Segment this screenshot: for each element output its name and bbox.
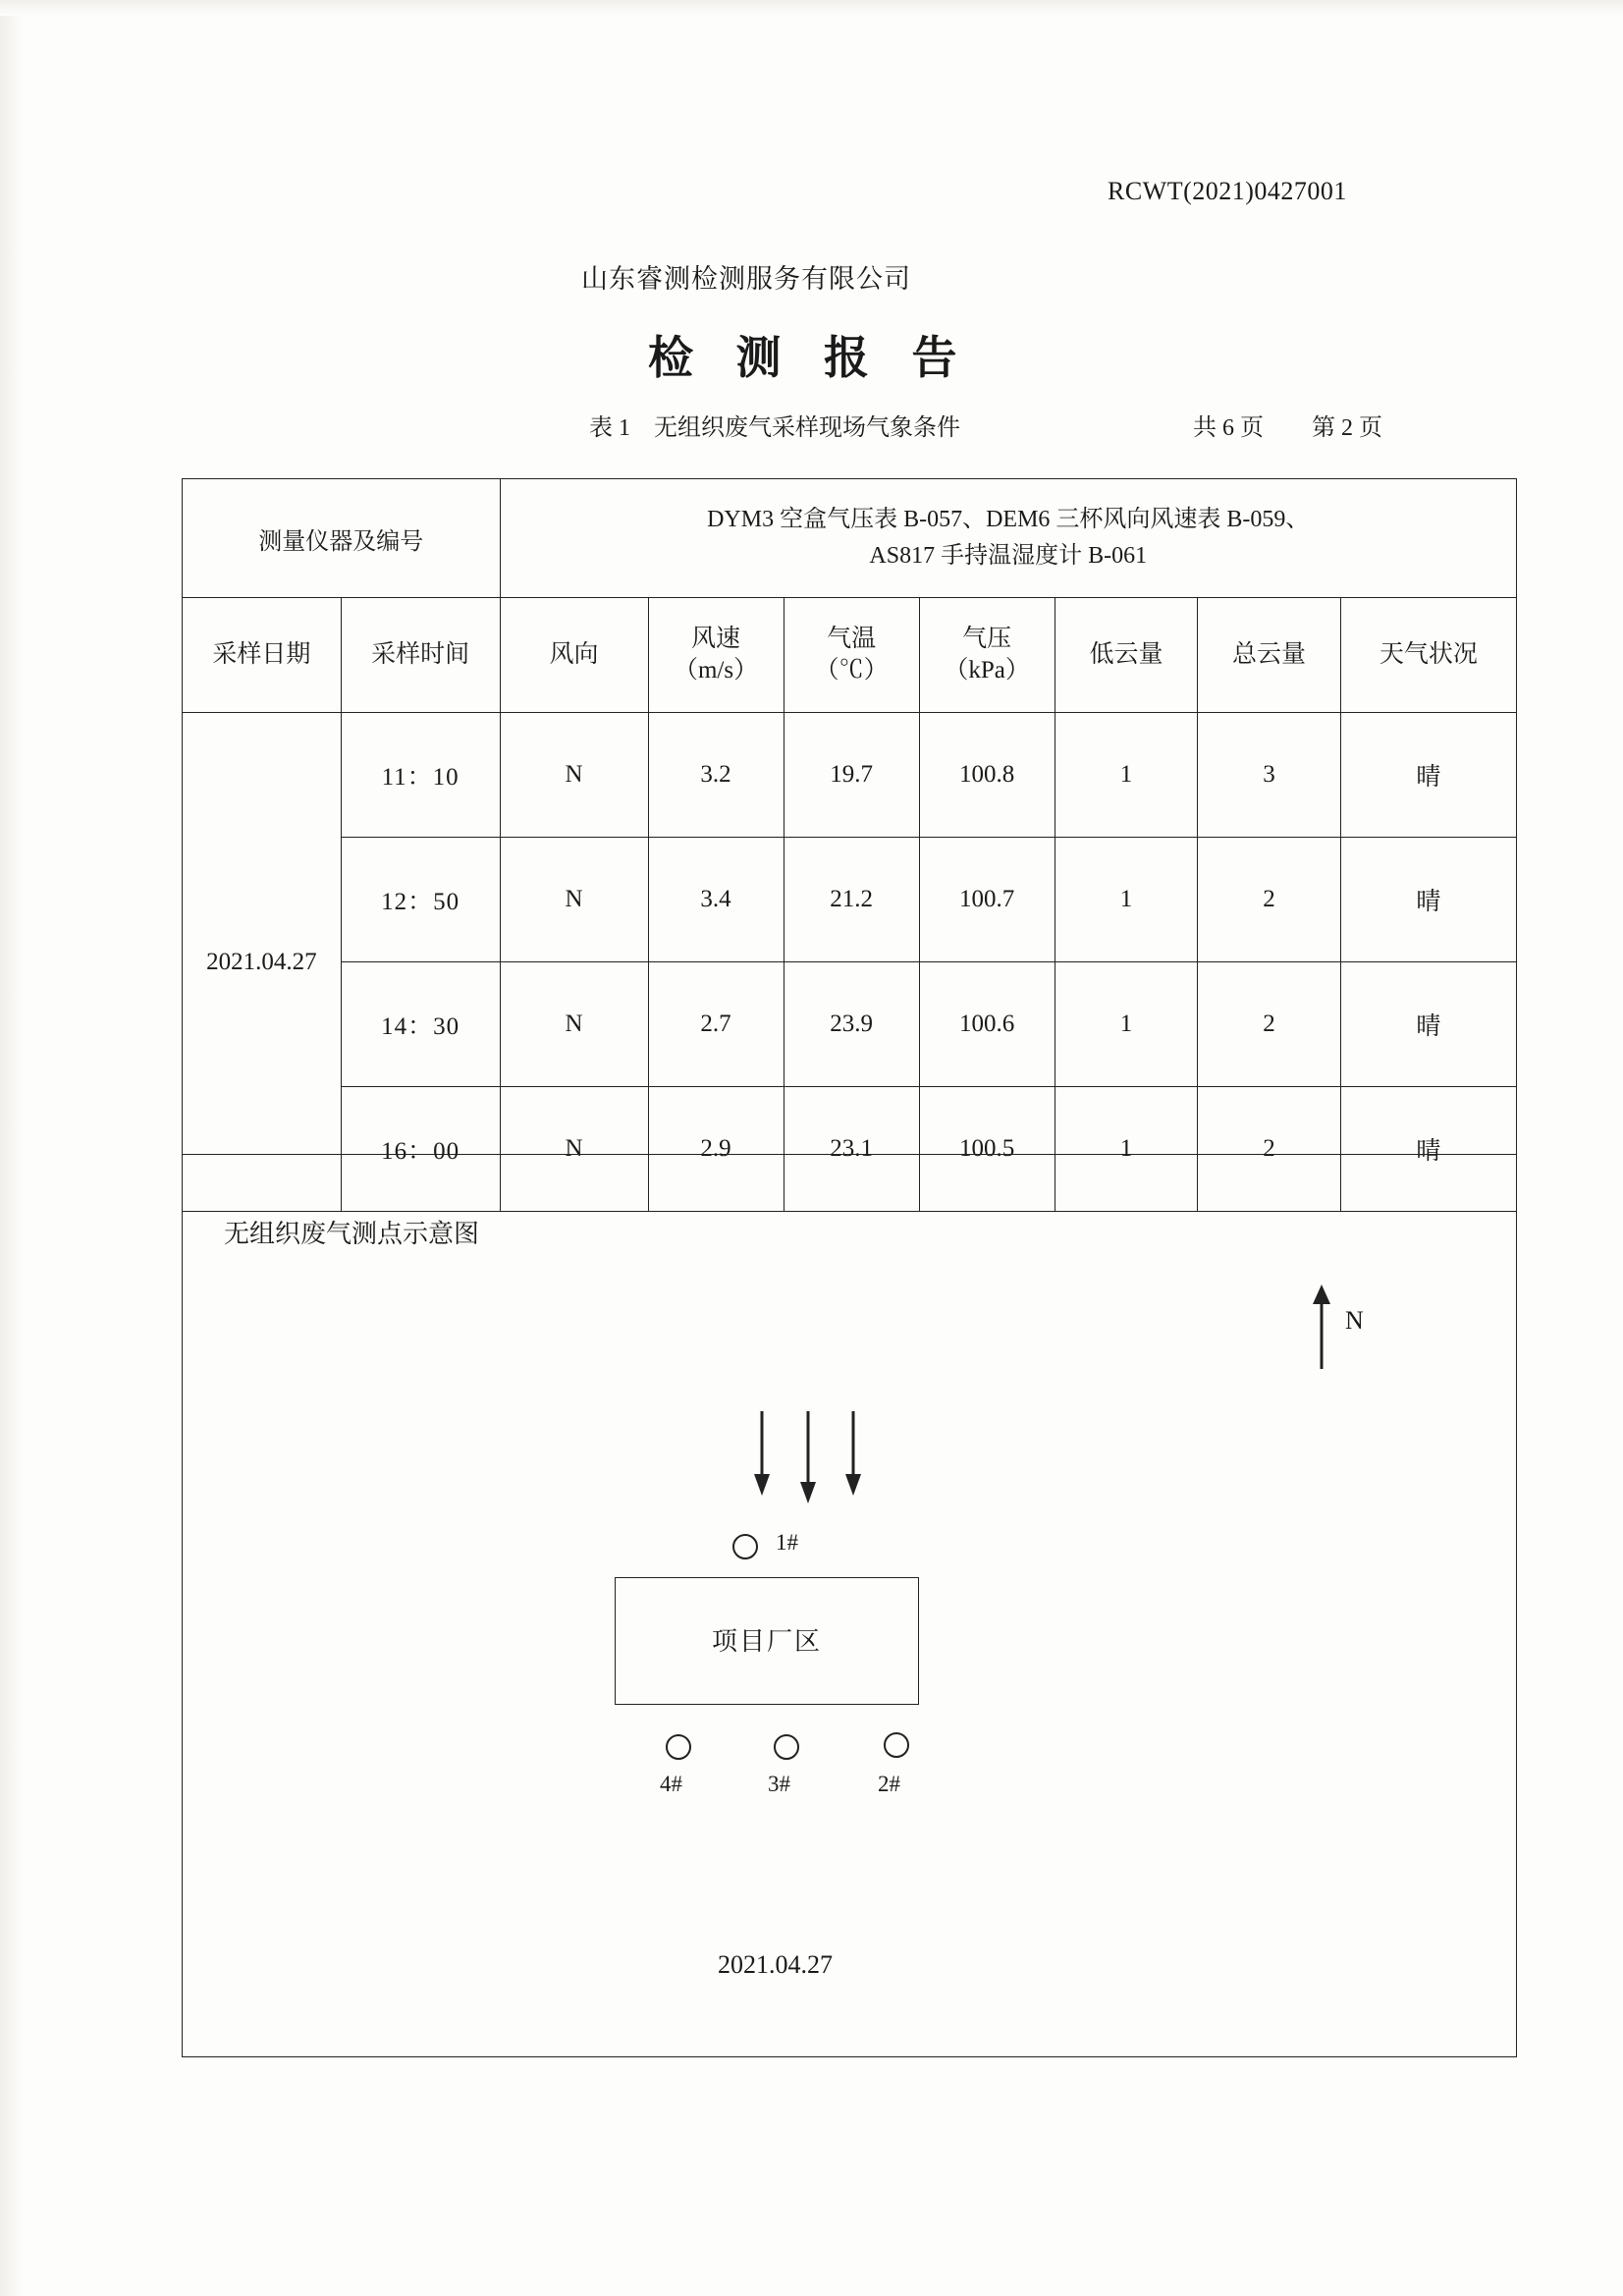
table-header-row <box>183 598 1517 713</box>
weather-conditions-table <box>182 478 1517 1212</box>
header-weather: 天气状况 <box>1340 598 1516 713</box>
cell-wind-direction: N <box>500 962 648 1087</box>
cell-low-cloud: 1 <box>1055 1087 1198 1212</box>
cell-pressure: 100.7 <box>919 838 1055 962</box>
cell-low-cloud: 1 <box>1055 713 1198 838</box>
monitoring-point-4 <box>666 1734 691 1760</box>
header-sample-date: 采样日期 <box>183 598 342 713</box>
plant-area-label: 项目厂区 <box>711 1627 822 1656</box>
cell-wind-direction: N <box>500 1087 648 1212</box>
cell-total-cloud: 2 <box>1198 962 1341 1087</box>
company-name: 山东睿测检测服务有限公司 <box>581 264 911 294</box>
monitoring-points-diagram <box>182 1154 1517 2057</box>
cell-sample-time: 12：50 <box>341 838 500 962</box>
plant-area-box <box>615 1577 919 1705</box>
scan-edge-left <box>0 0 22 2296</box>
table-row <box>183 962 1517 1087</box>
header-pressure-line1: 气压 <box>962 625 1012 652</box>
cell-wind-speed: 2.9 <box>648 1087 784 1212</box>
cell-weather: 晴 <box>1340 1087 1516 1212</box>
wind-direction-arrows-icon <box>747 1405 875 1518</box>
header-wind-speed-line2: （m/s） <box>673 657 759 683</box>
cell-sample-time: 11：10 <box>341 713 500 838</box>
instrument-row <box>183 479 1517 598</box>
cell-wind-speed: 2.7 <box>648 962 784 1087</box>
table-caption: 表 1 无组织废气采样现场气象条件 <box>589 415 960 441</box>
north-arrow-icon <box>1302 1283 1390 1371</box>
scan-edge-top <box>0 0 1623 16</box>
header-pressure <box>919 598 1055 713</box>
monitoring-point-3 <box>774 1734 799 1760</box>
monitoring-point-1-label: 1# <box>776 1530 798 1555</box>
header-temperature-line2: （℃） <box>814 657 889 683</box>
instrument-label: 测量仪器及编号 <box>183 479 501 598</box>
document-code: RCWT(2021)0427001 <box>1108 177 1347 205</box>
page-count: 共 6 页 <box>1193 415 1264 441</box>
instrument-value <box>500 479 1516 598</box>
monitoring-point-2-label: 2# <box>878 1772 900 1796</box>
cell-temperature: 19.7 <box>784 713 919 838</box>
header-temperature <box>784 598 919 713</box>
cell-low-cloud: 1 <box>1055 962 1198 1087</box>
cell-sample-date: 2021.04.27 <box>183 713 342 1212</box>
page-number: 第 2 页 <box>1312 415 1382 441</box>
header-low-cloud: 低云量 <box>1055 598 1198 713</box>
header-temperature-line1: 气温 <box>827 625 877 652</box>
cell-total-cloud: 2 <box>1198 838 1341 962</box>
diagram-date: 2021.04.27 <box>718 1950 833 1979</box>
header-pressure-line2: （kPa） <box>944 657 1030 683</box>
header-sample-time: 采样时间 <box>341 598 500 713</box>
cell-wind-direction: N <box>500 713 648 838</box>
cell-sample-time: 14：30 <box>341 962 500 1087</box>
cell-wind-speed: 3.4 <box>648 838 784 962</box>
cell-temperature: 23.1 <box>784 1087 919 1212</box>
cell-temperature: 21.2 <box>784 838 919 962</box>
cell-wind-direction: N <box>500 838 648 962</box>
cell-weather: 晴 <box>1340 713 1516 838</box>
table-row <box>183 713 1517 838</box>
cell-pressure: 100.8 <box>919 713 1055 838</box>
north-label: N <box>1345 1306 1364 1335</box>
instrument-line-2: AS817 手持温湿度计 B-061 <box>869 543 1148 569</box>
cell-temperature: 23.9 <box>784 962 919 1087</box>
cell-weather: 晴 <box>1340 962 1516 1087</box>
header-wind-speed-line1: 风速 <box>691 625 741 652</box>
cell-low-cloud: 1 <box>1055 838 1198 962</box>
header-total-cloud: 总云量 <box>1198 598 1341 713</box>
cell-total-cloud: 2 <box>1198 1087 1341 1212</box>
monitoring-point-1 <box>732 1534 758 1559</box>
monitoring-point-3-label: 3# <box>768 1772 790 1796</box>
cell-sample-time: 16：00 <box>341 1087 500 1212</box>
instrument-line-1: DYM3 空盒气压表 B-057、DEM6 三杯风向风速表 B-059、 <box>707 506 1310 532</box>
cell-total-cloud: 3 <box>1198 713 1341 838</box>
diagram-title: 无组织废气测点示意图 <box>224 1220 480 1248</box>
monitoring-point-4-label: 4# <box>660 1772 682 1796</box>
cell-wind-speed: 3.2 <box>648 713 784 838</box>
table-row <box>183 838 1517 962</box>
cell-weather: 晴 <box>1340 838 1516 962</box>
header-wind-direction: 风向 <box>500 598 648 713</box>
page-title: 检 测 报 告 <box>648 333 973 383</box>
cell-pressure: 100.6 <box>919 962 1055 1087</box>
monitoring-point-2 <box>884 1732 909 1758</box>
header-wind-speed <box>648 598 784 713</box>
cell-pressure: 100.5 <box>919 1087 1055 1212</box>
